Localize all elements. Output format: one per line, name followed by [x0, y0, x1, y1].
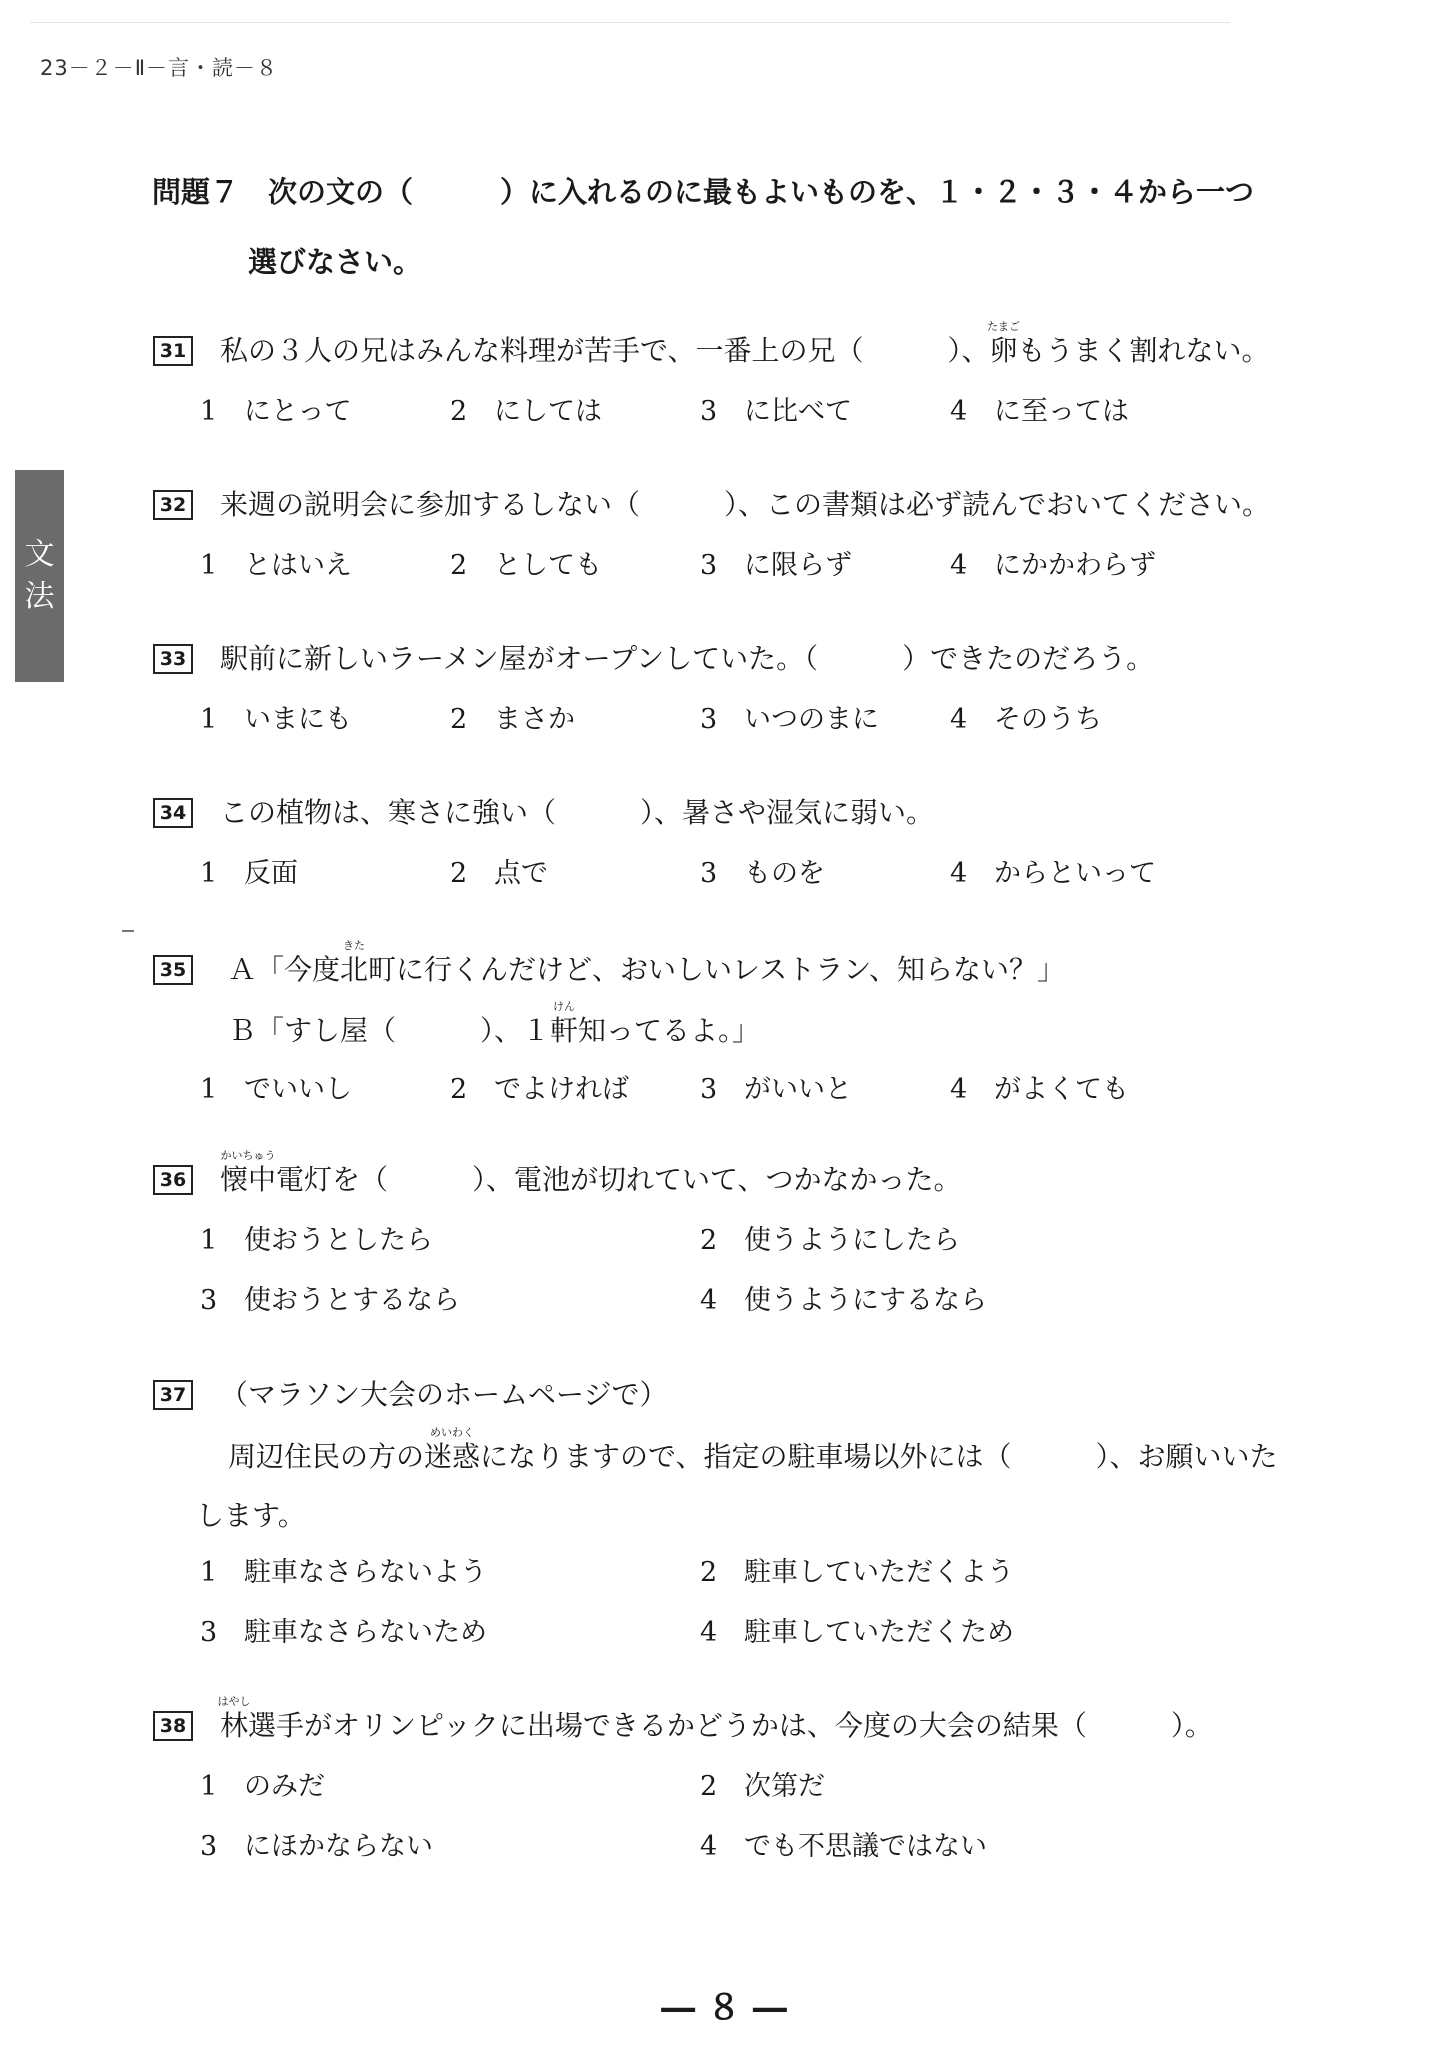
ruby-word	[220, 1149, 277, 1196]
option: 1 とはいえ	[200, 550, 352, 581]
option: 2 使うようにしたら	[700, 1225, 960, 1256]
question-number: 34	[153, 798, 193, 828]
question-number: 37	[153, 1380, 193, 1410]
exam-code: 23－２－Ⅱ－言・読－８	[40, 56, 279, 80]
option: 2 にしては	[450, 396, 602, 427]
ruby-base: 迷惑	[424, 1440, 481, 1473]
margin-dash	[122, 930, 134, 932]
ruby-base: 卵	[989, 334, 1018, 367]
option: 1 のみだ	[200, 1771, 325, 1802]
ruby-word	[550, 1000, 579, 1047]
option: 2 点で	[450, 858, 548, 889]
option: 4 がよくても	[950, 1074, 1129, 1105]
option: 1 いまにも	[200, 704, 352, 735]
ruby-word	[217, 1695, 251, 1742]
option: 1 駐車なさらないよう	[200, 1557, 487, 1588]
ruby-reading: めいわく	[430, 1426, 475, 1439]
question-number: 31	[153, 336, 193, 366]
question-number: 32	[153, 490, 193, 520]
ruby-reading: たまご	[986, 320, 1020, 333]
question-number: 38	[153, 1711, 193, 1741]
option: 2 でよければ	[450, 1074, 629, 1105]
section-tab-char-2: 法	[24, 579, 55, 614]
question-number: 36	[153, 1165, 193, 1195]
option: 4 にかかわらず	[950, 550, 1156, 581]
dialogue-line-a: Ａ「今度 きた 北町に行くんだけど、おいしいレストラン、知らない？」	[228, 939, 1065, 986]
option: 2 まさか	[450, 704, 575, 735]
option: 4 そのうち	[950, 704, 1102, 735]
question-number: 35	[153, 955, 193, 985]
ruby-reading: きた	[343, 939, 366, 952]
question-stem-continuation: します。	[196, 1499, 306, 1532]
ruby-reading: けん	[553, 1000, 576, 1013]
stem-text: もうまく割れない。	[1017, 334, 1270, 367]
question-stem: はやし 林選手がオリンピックに出場できるかどうかは、今度の大会の結果（ ）。	[217, 1695, 1213, 1742]
stem-text: 私の３人の兄はみんな料理が苦手で、一番上の兄（ ）、	[220, 334, 990, 367]
section-tab-char-1: 文	[24, 537, 55, 572]
ruby-word	[340, 939, 369, 986]
option: 2 駐車していただくよう	[700, 1557, 1014, 1588]
option: 1 反面	[200, 858, 298, 889]
question-stem	[220, 320, 1270, 367]
option: 4 からといって	[950, 858, 1156, 889]
ruby-reading: かいちゅう	[220, 1149, 276, 1162]
ruby-word	[986, 320, 1020, 367]
ruby-base: 軒	[550, 1014, 579, 1047]
option: 1 でいいし	[200, 1074, 352, 1105]
option: 3 がいいと	[700, 1074, 852, 1105]
option: 3 駐車なさらないため	[200, 1617, 487, 1648]
option: 4 でも不思議ではない	[700, 1831, 987, 1862]
option: 3 にほかならない	[200, 1831, 433, 1862]
option: 4 使うようにするなら	[700, 1285, 987, 1316]
option: 3 に比べて	[700, 396, 852, 427]
ruby-word	[424, 1426, 481, 1473]
option: 2 としても	[450, 550, 602, 581]
option: 3 使おうとするなら	[200, 1285, 460, 1316]
question-stem: 駅前に新しいラーメン屋がオープンしていた。（ ）できたのだろう。	[220, 642, 1155, 675]
ruby-base: 林	[220, 1709, 249, 1742]
option: 3 いつのまに	[700, 704, 879, 735]
ruby-reading: はやし	[217, 1695, 251, 1708]
top-rule	[30, 22, 1230, 23]
option: 4 に至っては	[950, 396, 1129, 427]
instruction-heading: 問題７ 次の文の（ ）に入れるのに最もよいものを、１・２・３・４から一つ	[152, 175, 1255, 209]
page-number: ― ８ ―	[661, 1988, 787, 2028]
option: 1 使おうとしたら	[200, 1225, 433, 1256]
question-stem: 来週の説明会に参加するしない（ ）、この書類は必ず読んでおいてください。	[220, 488, 1271, 521]
option: 4 駐車していただくため	[700, 1617, 1014, 1648]
ruby-base: 北	[340, 953, 369, 986]
option: 1 にとって	[200, 396, 352, 427]
option: 3 ものを	[700, 858, 825, 889]
question-context: （マラソン大会のホームページで）	[220, 1378, 668, 1411]
question-stem: かいちゅう 懐中電灯を（ ）、電池が切れていて、つかなかった。	[220, 1149, 962, 1196]
option: 2 次第だ	[700, 1771, 825, 1802]
ruby-base: 懐中	[220, 1163, 277, 1196]
question-number: 33	[153, 644, 193, 674]
option: 3 に限らず	[700, 550, 852, 581]
question-stem: この植物は、寒さに強い（ ）、暑さや湿気に弱い。	[220, 796, 935, 829]
question-stem: 周辺住民の方の めいわく 迷惑になりますので、指定の駐車場以外には（ ）、お願いいた	[228, 1426, 1278, 1473]
section-tab-grammar	[15, 470, 64, 682]
dialogue-line-b: Ｂ「すし屋（ ）、１ けん 軒知ってるよ。」	[228, 1000, 761, 1047]
instruction-continuation: 選びなさい。	[248, 245, 423, 279]
